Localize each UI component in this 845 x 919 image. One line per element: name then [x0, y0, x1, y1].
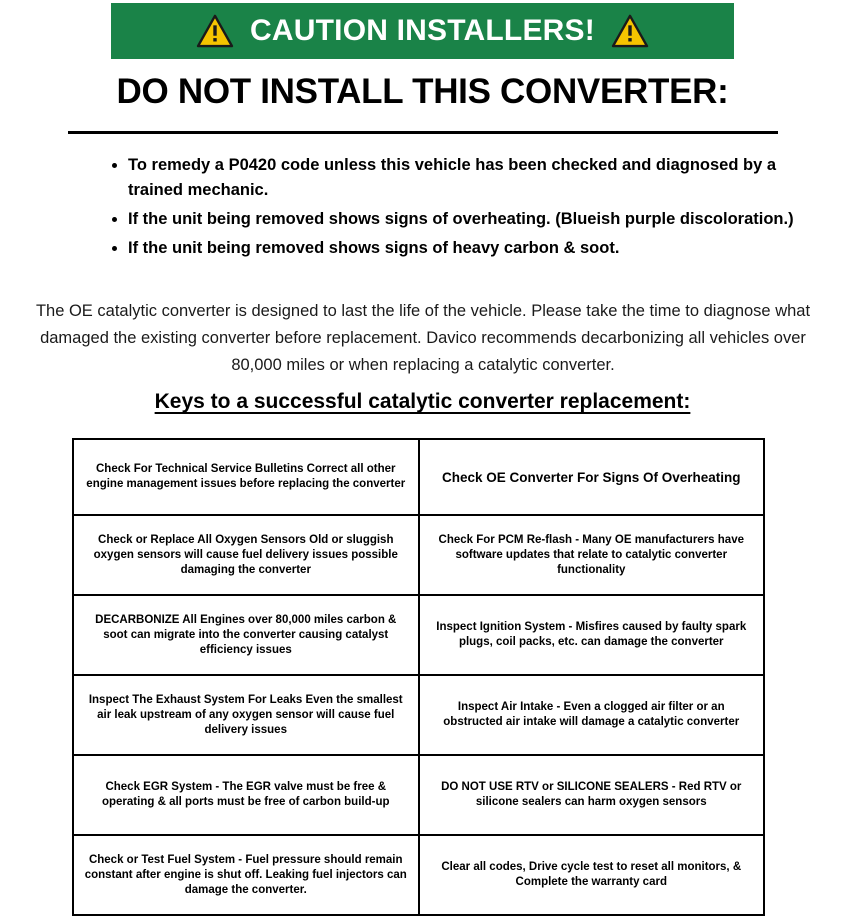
table-cell: DO NOT USE RTV or SILICONE SEALERS - Red RTV or silicone sealers can harm oxygen sensors [419, 755, 765, 835]
warning-triangle-icon [611, 14, 649, 48]
table-cell: Check EGR System - The EGR valve must be free & operating & all ports must be free of carbon build-up [73, 755, 419, 835]
table-cell: Check For PCM Re-flash - Many OE manufacturers have software updates that relate to catalytic converter functionality [419, 515, 765, 595]
table-cell: Clear all codes, Drive cycle test to reset all monitors, & Complete the warranty card [419, 835, 765, 915]
table-row [73, 595, 764, 675]
horizontal-divider [68, 131, 778, 134]
table-row [73, 515, 764, 595]
table-cell: Inspect Air Intake - Even a clogged air filter or an obstructed air intake will damage a catalytic converter [419, 675, 765, 755]
do-not-install-list [100, 153, 808, 265]
keys-table [72, 438, 765, 916]
body-paragraph: The OE catalytic converter is designed to last the life of the vehicle. Please take the time to diagnose what damaged the existing converter before replacement. Davico recommends decarbonizing all vehicles over 80,000 miles or when replacing a catalytic converter. [35, 302, 811, 374]
table-cell: Check OE Converter For Signs Of Overheating [419, 439, 765, 515]
list-item: • To remedy a P0420 code unless this vehicle has been checked and diagnosed by a trained mechanic. [128, 153, 808, 203]
table-cell: Check or Replace All Oxygen Sensors Old or sluggish oxygen sensors will cause fuel delivery issues possible damaging the converter [73, 515, 419, 595]
warning-triangle-icon [196, 14, 234, 48]
list-item: • If the unit being removed shows signs of overheating. (Blueish purple discoloration.) [128, 207, 808, 232]
keys-section-heading: Keys to a successful catalytic converter replacement: [154, 390, 691, 413]
table-row [73, 755, 764, 835]
table-cell: Inspect The Exhaust System For Leaks Even the smallest air leak upstream of any oxygen sensor will cause fuel delivery issues [73, 675, 419, 755]
caution-banner [111, 3, 734, 59]
list-item: • If the unit being removed shows signs of heavy carbon & soot. [128, 236, 808, 261]
table-row [73, 439, 764, 515]
page-title: DO NOT INSTALL THIS CONVERTER: [116, 72, 729, 111]
table-row [73, 835, 764, 915]
table-cell: DECARBONIZE All Engines over 80,000 miles carbon & soot can migrate into the converter causing catalyst efficiency issues [73, 595, 419, 675]
table-row [73, 675, 764, 755]
table-cell: Check or Test Fuel System - Fuel pressure should remain constant after engine is shut off. Leaking fuel injectors can damage the converter. [73, 835, 419, 915]
caution-banner-title: CAUTION INSTALLERS! [250, 14, 595, 47]
table-cell: Check For Technical Service Bulletins Correct all other engine management issues before replacing the converter [73, 439, 419, 515]
table-cell: Inspect Ignition System - Misfires caused by faulty spark plugs, coil packs, etc. can damage the converter [419, 595, 765, 675]
